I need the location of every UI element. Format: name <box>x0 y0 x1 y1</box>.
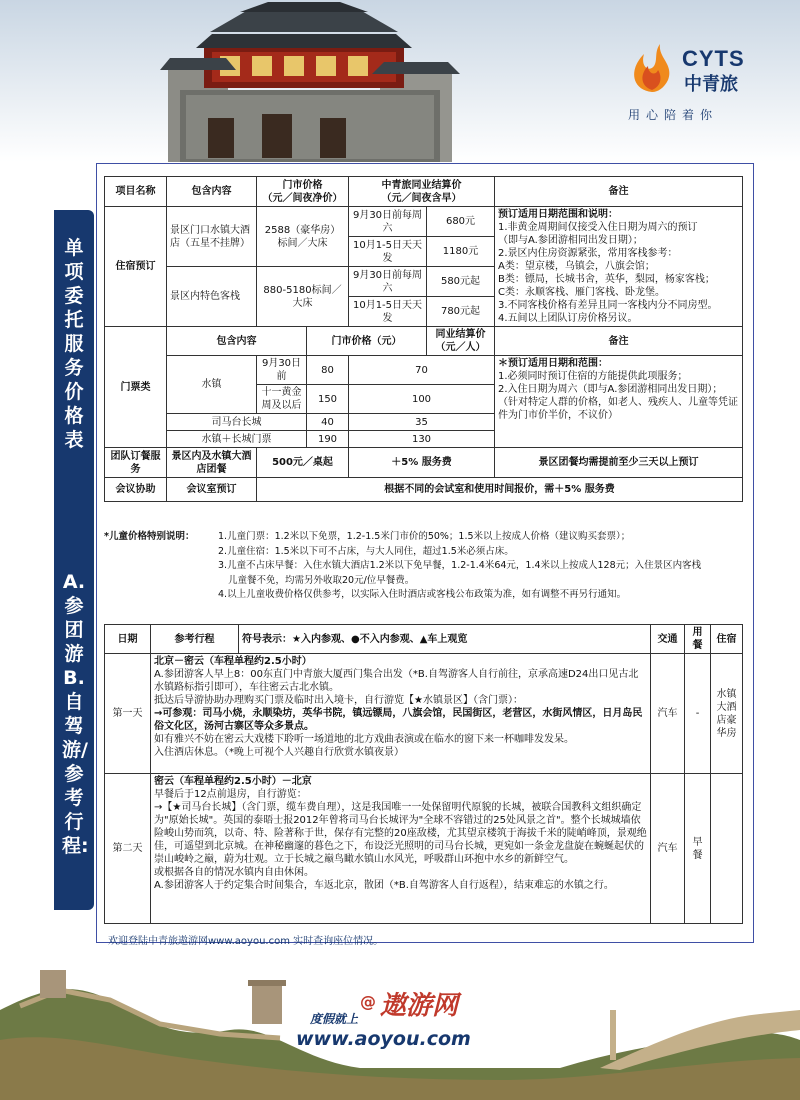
itin-col-legend: 符号表示：★入内参观、●不入内参观、▲车上观览 <box>239 625 651 654</box>
hotel-note: （即与A.参团游相同出发日期）； <box>498 235 643 246</box>
ticket2-price: 150 <box>307 385 349 414</box>
ticket2-date: 十一黄金周及以后 <box>257 385 307 414</box>
itinerary-table <box>104 624 743 924</box>
meeting-content: 会议室预订 <box>167 478 257 502</box>
ticket-label: 门票类 <box>105 327 167 448</box>
ticket-col-retail: 门市价格（元） <box>307 327 427 356</box>
side-title-bar <box>54 210 94 910</box>
ticket4-settle: 130 <box>349 431 495 448</box>
group-settle: ＋5% 服务费 <box>349 448 495 478</box>
brand-at-sign: @ <box>360 992 376 1011</box>
cyts-logo <box>624 40 774 130</box>
hotel-notes <box>495 207 743 327</box>
children-note: 1.儿童门票：1.2米以下免票，1.2-1.5米门市价的50%；1.5米以上按成人价格（建议购买套票）； <box>218 531 631 542</box>
hotel2-name: 景区内特色客栈 <box>167 267 257 327</box>
logo-slogan: 用心陪着你 <box>628 108 719 122</box>
children-note: 儿童餐不免，均需另外收取20元/位早餐费。 <box>228 574 415 586</box>
itin-col-route: 参考行程 <box>151 625 239 654</box>
col-content: 包含内容 <box>167 177 257 207</box>
hotel1-date1: 9月30日前每周六 <box>349 207 427 237</box>
ticket-note: 1.必须同时预订住宿的方能提供此项服务； <box>498 371 688 382</box>
hotel-note-title: 预订适用日期范围和说明： <box>498 209 618 220</box>
children-note: 4.以上儿童收费价格仅供参考，以实际入住时酒店或客栈公布政策为准，如有调整不再另行通知。 <box>218 589 627 600</box>
side-title-price: 单项委托服务价格表 <box>64 237 84 451</box>
group-price: 500元／桌起 <box>257 448 349 478</box>
hotel-note: A类：望京楼，乌镇会，八旗会馆； <box>498 261 655 272</box>
header-banner <box>0 0 800 162</box>
price-table <box>104 176 743 502</box>
day2-detail <box>151 774 651 924</box>
ticket-col-note: 备注 <box>495 327 743 356</box>
group-note: 景区团餐均需提前至少三天以上预订 <box>495 448 743 478</box>
children-notes-label: *儿童价格特别说明： <box>104 531 195 542</box>
ticket-shuizhen: 水镇 <box>167 356 257 414</box>
meeting-label: 会议协助 <box>105 478 167 502</box>
hotel-note: 1.非黄金周期间仅接受入住日期为周六的预订 <box>498 222 698 233</box>
hotel-note: 4.五间以上团队订房价格另议。 <box>498 313 638 324</box>
group-content: 景区内及水镇大酒店团餐 <box>167 448 257 478</box>
children-note: 3.儿童不占床早餐：入住水镇大酒店1.2米以下免早餐，1.2-1.4米64元，1.4米以上按成人128元；入住景区内客栈 <box>218 560 702 571</box>
day2-line: 早餐后于12点前退房，自行游览： <box>154 789 307 800</box>
aoyou-brand: 遨游网 <box>380 991 459 1021</box>
hotel1-price: 2588（豪华房）标间／大床 <box>257 207 349 267</box>
hotel1-name: 景区门口水镇大酒店（五星不挂牌） <box>167 207 257 267</box>
great-wall-illustration <box>0 950 800 1100</box>
itin-col-stay: 住宿 <box>711 625 743 654</box>
hotel2-date1: 9月30日前每周六 <box>349 267 427 297</box>
day1-line: 如有雅兴不妨在密云大戏楼下聆听一场道地的北方戏曲表演或在临水的窗下来一杯咖啡发发呆。 <box>154 734 574 745</box>
ticket-note-title: ＊预订适用日期和范围： <box>498 358 608 369</box>
ticket1-date: 9月30日前 <box>257 356 307 385</box>
day1-line: A.参团游客人早上8：00东直门中青旅大厦西门集合出发（*B.自驾游客人自行前往，京承高速D24出口见古北水镇路标指引即可），车往密云古北水镇。 <box>154 669 639 693</box>
itin-col-date: 日期 <box>105 625 151 654</box>
day2-line: →【★司马台长城】（含门票，缆车费自理），这是我国唯一一处保留明代原貌的长城，被联合国教科文组织确定为"原始长城"。英国的泰晤士报2012年曾将司马台长城评为"全球不容错过的25处风景之首"。整个长城城墙依险峻山势而筑，以奇、特、险著称于世，保存有完整的20座敌楼，尤其望京楼筑于海拔千米的陡峭峰顶，景观绝佳，可遥望到北京城。在神秘幽邃的暮色之下，布设泛光照明的司马台长城，更宛如一条金龙盘旋在蜿蜒起伏的崇山峻岭之巅，蔚为壮观。立于长城之巅鸟瞰水镇山水风光，呼吸群山环抱中水乡的新鲜空气。 <box>154 802 647 865</box>
hotel2-settle1: 580元起 <box>427 267 495 297</box>
ticket4-name: 水镇＋长城门票 <box>167 431 307 448</box>
day2-meal: 早餐 <box>685 774 711 924</box>
ticket-note: （针对特定人群的价格，如老人、残疾人、儿童等凭证件为门市价半价，不议价） <box>498 397 738 421</box>
day1-line: 入住酒店休息。（*晚上可视个人兴趣自行欣赏水镇夜景） <box>154 747 404 758</box>
day1-line: →可参观：司马小烧，永顺染坊，英华书院，镇远镖局，八旗会馆，民国街区，老营区，水街风情区，日月岛民俗文化区，汤河古寨区等众多景点。 <box>154 708 643 732</box>
hotel2-date2: 10月1-5日天天发 <box>349 297 427 327</box>
col-note: 备注 <box>495 177 743 207</box>
itin-col-meal: 用餐 <box>685 625 711 654</box>
day1-traffic: 汽车 <box>651 654 685 774</box>
hotel-label: 住宿预订 <box>105 207 167 327</box>
day2-traffic: 汽车 <box>651 774 685 924</box>
logo-chinese: 中青旅 <box>684 74 738 95</box>
group-label: 团队订餐服务 <box>105 448 167 478</box>
hotel-note: 3.不同客栈价格有差异且同一客栈内分不同房型。 <box>498 300 718 311</box>
website-footnote: 欢迎登陆中青旅遨游网www.aoyou.com 实时查询座位情况。 <box>108 936 384 947</box>
ticket-notes <box>495 356 743 448</box>
hotel-note: C类：永顺客栈、雁门客栈、卧龙堡。 <box>498 287 665 298</box>
hotel1-settle1: 680元 <box>427 207 495 237</box>
day2-stay <box>711 774 743 924</box>
day1-meal: - <box>685 654 711 774</box>
ticket2-settle: 100 <box>349 385 495 414</box>
holiday-tagline: 度假就上 <box>310 1012 359 1026</box>
ticket-note: 2.入住日期为周六（即与A.参团游相同出发日期）； <box>498 384 723 395</box>
hotel2-settle2: 780元起 <box>427 297 495 327</box>
ticket4-price: 190 <box>307 431 349 448</box>
ticket-col-content: 包含内容 <box>167 327 307 356</box>
meeting-note: 根据不同的会试室和使用时间报价，需＋5% 服务费 <box>257 478 743 502</box>
children-note: 2.儿童住宿：1.5米以下可不占床，与大人同住，超过1.5米必须占床。 <box>218 545 514 557</box>
aoyou-url[interactable]: www.aoyou.com <box>296 1028 471 1050</box>
day2-label: 第二天 <box>105 774 151 924</box>
ticket1-settle: 70 <box>349 356 495 385</box>
itin-col-traffic: 交通 <box>651 625 685 654</box>
day1-detail <box>151 654 651 774</box>
side-title-itinerary: A.参团游 B.自驾游/参考行程: <box>62 571 89 857</box>
col-item: 项目名称 <box>105 177 167 207</box>
ticket1-price: 80 <box>307 356 349 385</box>
col-retail: 门市价格 （元／间夜净价） <box>257 177 349 207</box>
flame-logo-icon <box>624 40 680 96</box>
day1-label: 第一天 <box>105 654 151 774</box>
hotel1-settle2: 1180元 <box>427 237 495 267</box>
logo-english: CYTS <box>682 46 745 71</box>
day1-stay: 水镇大酒店豪华房 <box>711 654 743 774</box>
day2-title: 密云（车程单程约2.5小时）－北京 <box>154 776 312 787</box>
ticket-col-settle: 同业结算价 （元／人） <box>427 327 495 356</box>
col-settle: 中青旅同业结算价 （元／间夜含早） <box>349 177 495 207</box>
day2-line: A.参团游客人于约定集合时间集合，车返北京，散团（*B.自驾游客人自行返程），结束难忘的水镇之行。 <box>154 880 614 891</box>
ticket3-settle: 35 <box>349 414 495 431</box>
ticket3-price: 40 <box>307 414 349 431</box>
hotel2-price: 880-5180标间／大床 <box>257 267 349 327</box>
ticket3-name: 司马台长城 <box>167 414 307 431</box>
day2-line: 或根据各自的情况水镇内自由休闲。 <box>154 867 314 878</box>
day1-line: 抵达后导游协助办理购买门票及临时出入境卡，自行游览【★水镇景区】（含门票）： <box>154 695 523 706</box>
hotel-note: B类：镖局，长城书舍，英华，梨园，杨家客栈； <box>498 274 715 285</box>
hotel1-date2: 10月1-5日天天发 <box>349 237 427 267</box>
hotel-note: 2.景区内住房资源紧张，常用客栈参考： <box>498 248 678 259</box>
day1-title: 北京－密云（车程单程约2.5小时） <box>154 656 312 667</box>
